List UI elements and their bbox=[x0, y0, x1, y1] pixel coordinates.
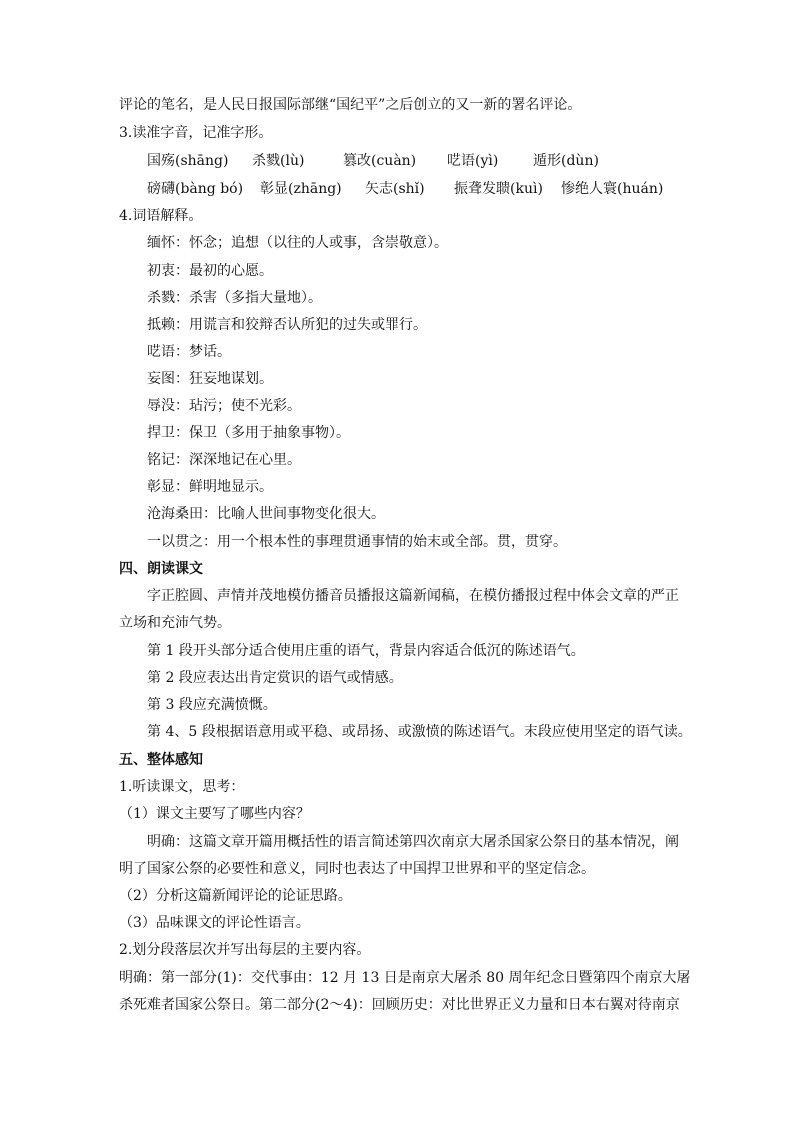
definition-line: 一以贯之：用一个根本性的事理贯通事情的始末或全部。贯，贯穿。 bbox=[147, 534, 567, 550]
question-line: （1）课文主要写了哪些内容？ bbox=[119, 806, 310, 822]
question-line: （3）品味课文的评论性语言。 bbox=[119, 915, 310, 931]
answer-line: 明确：第一部分(1)：交代事由：12 月 13 日是南京大屠杀 80 周年纪念日暨第四个南京大屠 bbox=[119, 970, 691, 986]
paragraph-line: 字正腔圆、声情并茂地模仿播音员播报这篇新闻稿，在模仿播报过程中体会文章的严正 bbox=[147, 588, 679, 604]
section-heading-read-aloud: 四、朗读课文 bbox=[119, 561, 203, 577]
paragraph-line: 第 1 段开头部分适合使用庄重的语气，背景内容适合低沉的陈述语气。 bbox=[147, 643, 585, 659]
pinyin-word: 呓语(yì) bbox=[447, 153, 499, 169]
answer-line: 明确：这篇文章开篇用概括性的语言简述第四次南京大屠杀国家公祭日的基本情况，阐 bbox=[147, 834, 679, 850]
definition-line: 彰显：鲜明地显示。 bbox=[147, 479, 273, 495]
answer-line: 杀死难者国家公祭日。第二部分(2～4)：回顾历史：对比世界正义力量和日本右翼对待南京 bbox=[119, 997, 680, 1013]
pinyin-word: 杀戮(lù) bbox=[252, 153, 305, 169]
section-item-3: 3.读准字音，记准字形。 bbox=[119, 125, 273, 141]
pinyin-word: 磅礴(bàng bó) bbox=[147, 181, 244, 197]
definition-line: 呓语：梦话。 bbox=[147, 344, 231, 360]
definition-line: 妄图：狂妄地谋划。 bbox=[147, 371, 273, 387]
definition-line: 沧海桑田：比喻人世间事物变化很大。 bbox=[147, 506, 385, 522]
definition-line: 缅怀：怀念；追想（以往的人或事，含崇敬意）。 bbox=[147, 235, 448, 251]
answer-line: 明了国家公祭的必要性和意义，同时也表达了中国捍卫世界和平的坚定信念。 bbox=[119, 861, 595, 877]
definition-line: 捍卫：保卫（多用于抽象事物）。 bbox=[147, 425, 350, 441]
paragraph-line: 立场和充沛气势。 bbox=[119, 615, 231, 631]
definition-line: 初衷：最初的心愿。 bbox=[147, 263, 273, 279]
pinyin-word: 惨绝人寰(huán) bbox=[561, 181, 664, 197]
paragraph-line: 第 3 段应充满愤慨。 bbox=[147, 697, 277, 713]
paragraph-line: 第 4、5 段根据语意用或平稳、或昂扬、或激愤的陈述语气。末段应使用坚定的语气读。 bbox=[147, 724, 692, 740]
pinyin-row-1 bbox=[0, 152, 794, 170]
definition-line: 抵赖：用谎言和狡辩否认所犯的过失或罪行。 bbox=[147, 317, 427, 333]
pinyin-word: 遁形(dùn) bbox=[533, 153, 599, 169]
pinyin-word: 振聋发聩(kuì) bbox=[454, 181, 543, 197]
pinyin-row-2 bbox=[0, 180, 794, 198]
question-line: 2.划分段落层次并写出每层的主要内容。 bbox=[119, 942, 371, 958]
definition-line: 铭记：深深地记在心里。 bbox=[147, 452, 301, 468]
paragraph-line: 第 2 段应表达出肯定赏识的语气或情感。 bbox=[147, 670, 403, 686]
section-item-4: 4.词语解释。 bbox=[119, 208, 203, 224]
section-heading-overview: 五、整体感知 bbox=[119, 752, 203, 768]
pinyin-word: 彰显(zhāng) bbox=[260, 181, 342, 197]
pinyin-word: 矢志(shǐ) bbox=[365, 181, 425, 197]
definition-line: 辱没：玷污；使不光彩。 bbox=[147, 398, 301, 414]
pinyin-word: 国殇(shāng) bbox=[147, 153, 229, 169]
definition-line: 杀戮：杀害（多指大量地）。 bbox=[147, 290, 322, 306]
pinyin-word: 篡改(cuàn) bbox=[343, 153, 417, 169]
text-line: 评论的笔名，是人民日报国际部继“国纪平”之后创立的又一新的署名评论。 bbox=[119, 97, 582, 113]
question-line: （2）分析这篇新闻评论的论证思路。 bbox=[119, 888, 352, 904]
question-line: 1.听读课文，思考： bbox=[119, 779, 245, 795]
